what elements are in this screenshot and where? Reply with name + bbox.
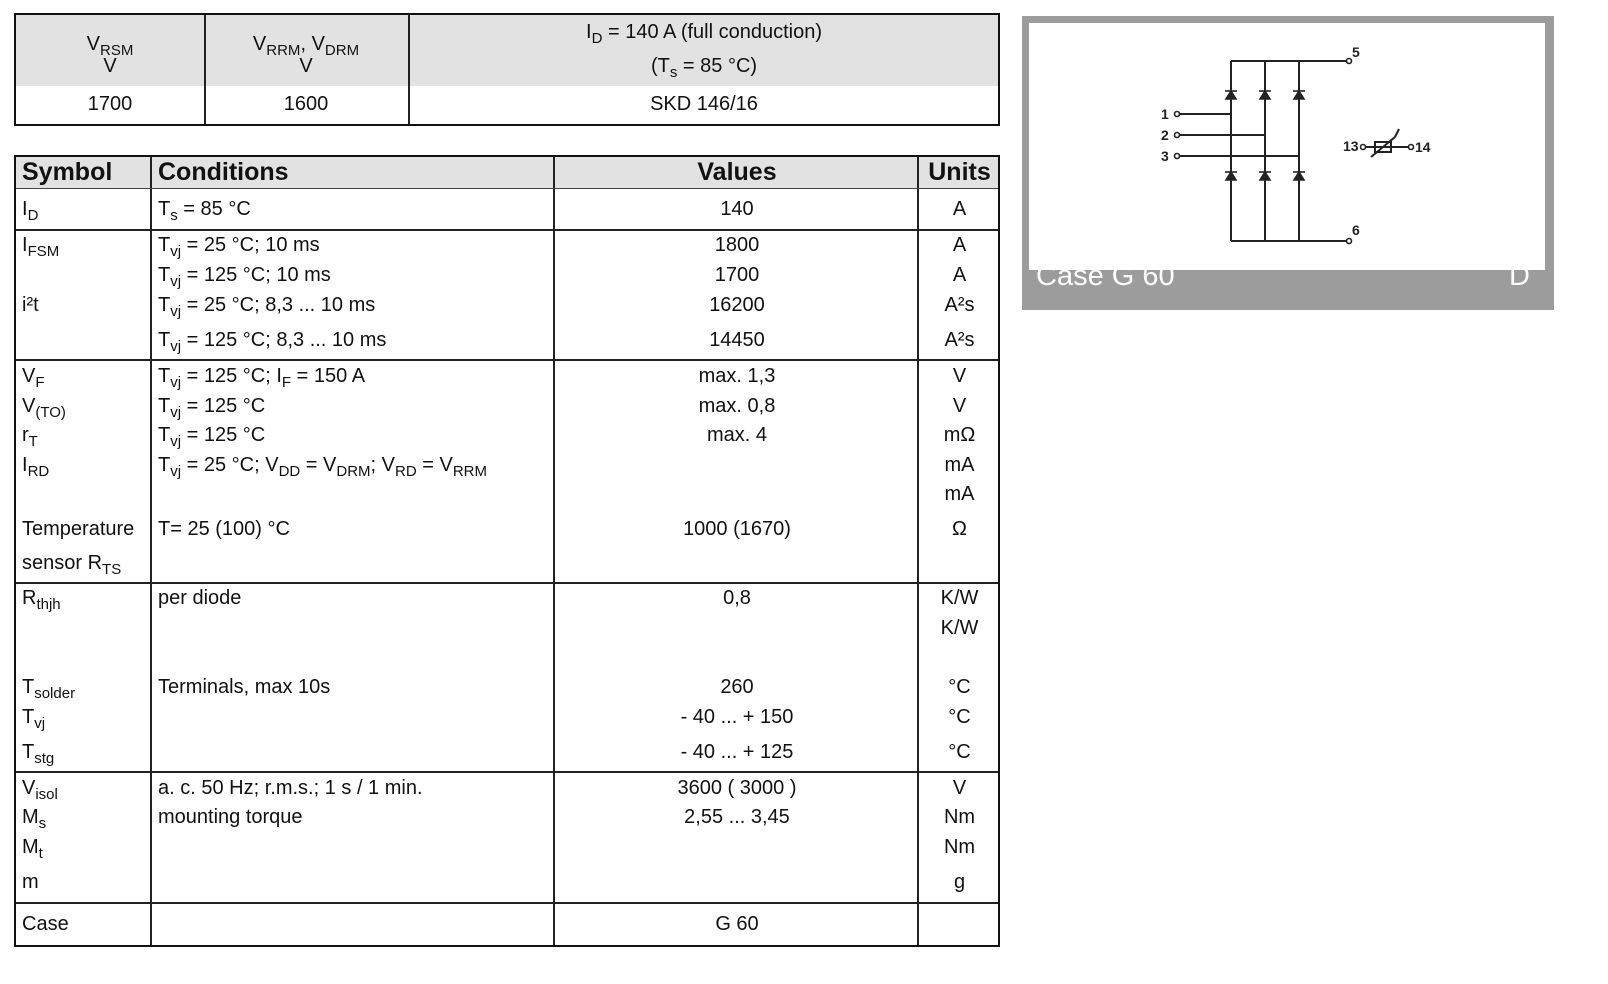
value-ifsm-25: 1800 <box>714 234 760 256</box>
pin-label-5: 5 <box>1352 44 1360 60</box>
condition-ird: $T_{vj} = 25$ °C; $V_{DD} = V_{DRM}$; $V_{RD} = V_{RRM}$ <box>158 454 487 480</box>
value-part-number: SKD 146/16 <box>650 93 758 115</box>
case-schematic-panel <box>1022 16 1554 310</box>
unit-rthjh-2: K/W <box>940 617 979 639</box>
symbol-m: m <box>22 871 39 893</box>
value-i2t-25: 16200 <box>709 294 765 316</box>
unit-tstg: °C <box>948 741 971 763</box>
value-vrrm: 1600 <box>283 93 329 115</box>
circuit-diagram <box>1029 23 1545 270</box>
unit-id: A <box>952 198 967 220</box>
header-vrsm-unit: V <box>103 55 117 77</box>
header-vrsm: $V_{RSM}$ <box>86 33 134 59</box>
pin-label-14: 14 <box>1415 139 1431 155</box>
symbol-ms: $M_s$ <box>22 806 47 832</box>
symbol-rthjh: $R_{thjh}$ <box>22 587 61 613</box>
condition-tsolder: Terminals, max 10s <box>158 676 331 698</box>
unit-ms: Nm <box>943 806 976 828</box>
value-temperature-sensor: 1000 (1670) <box>683 518 791 540</box>
symbol-id: $I_D$ <box>22 198 39 224</box>
value-rthjh: 0,8 <box>723 587 751 609</box>
column-divider <box>553 157 555 945</box>
symbol-vf: $V_F$ <box>22 365 45 391</box>
value-tstg: - 40 ... + 125 <box>680 741 794 763</box>
column-divider <box>150 157 152 945</box>
unit-tvj: °C <box>948 706 971 728</box>
condition-visol: a. c. 50 Hz; r.m.s.; 1 s / 1 min. <box>158 777 423 799</box>
unit-ifsm-125: A <box>952 264 967 286</box>
condition-i2t-25: $T_{vj} = 25$ °C; 8,3 ... 10 ms <box>158 294 376 320</box>
value-case: G 60 <box>715 913 759 935</box>
value-ms: 2,55 ... 3,45 <box>684 806 790 828</box>
pin-label-6: 6 <box>1352 222 1360 238</box>
condition-id: $T_s = 85$ °C <box>158 198 251 224</box>
condition-ifsm-25: $T_{vj} = 25$ °C; 10 ms <box>158 234 320 260</box>
voltage-rating-table <box>14 13 1000 126</box>
symbol-visol: $V_{isol}$ <box>22 777 58 803</box>
pin-label-3: 3 <box>1161 148 1169 164</box>
value-vf: max. 1,3 <box>698 365 776 387</box>
condition-rthjh: per diode <box>158 587 242 609</box>
value-tvj: - 40 ... + 150 <box>680 706 794 728</box>
header-conditions: Conditions <box>158 158 289 186</box>
condition-ifsm-125: $T_{vj} = 125$ °C; 10 ms <box>158 264 331 290</box>
value-ifsm-125: 1700 <box>714 264 760 286</box>
unit-visol: V <box>952 777 967 799</box>
unit-rt: mΩ <box>943 424 976 446</box>
unit-ird: mA <box>944 454 975 476</box>
condition-vto: $T_{vj} = 125$ °C <box>158 395 266 421</box>
symbol-vto: $V_{(TO)}$ <box>22 395 66 421</box>
header-vrrm-vdrm: $V_{RRM}$, $V_{DRM}$ <box>252 33 360 59</box>
condition-rt: $T_{vj} = 125$ °C <box>158 424 266 450</box>
unit-ird-2: mA <box>944 483 975 505</box>
symbol-ird: $I_{RD}$ <box>22 454 50 480</box>
value-vto: max. 0,8 <box>698 395 776 417</box>
case-letter: D <box>1509 260 1530 292</box>
row-divider <box>16 582 998 584</box>
unit-i2t-25: A²s <box>944 294 975 316</box>
header-values: Values <box>697 158 777 186</box>
symbol-rt: $r_T$ <box>22 424 38 450</box>
unit-mt: Nm <box>943 836 976 858</box>
value-tsolder: 260 <box>720 676 754 698</box>
unit-tsolder: °C <box>948 676 971 698</box>
row-divider <box>16 359 998 361</box>
condition-ms: mounting torque <box>158 806 303 828</box>
header-id: $I_D = 140$ A (full conduction) <box>586 21 822 47</box>
symbol-tvj: $T_{vj}$ <box>22 706 46 732</box>
symbol-case: Case <box>22 913 69 935</box>
symbol-i2t: i²t <box>22 294 39 316</box>
pin-label-13: 13 <box>1343 138 1359 154</box>
value-visol: 3600 ( 3000 ) <box>677 777 797 799</box>
case-label: Case G 60 <box>1036 260 1175 292</box>
header-vrrm-unit: V <box>299 55 313 77</box>
parameter-table <box>14 155 1000 947</box>
value-rt: max. 4 <box>706 424 768 446</box>
unit-vf: V <box>952 365 967 387</box>
unit-i2t-125: A²s <box>944 329 975 351</box>
symbol-mt: $M_t$ <box>22 836 43 862</box>
header-symbol: Symbol <box>22 158 113 186</box>
unit-vto: V <box>952 395 967 417</box>
value-vrsm: 1700 <box>87 93 133 115</box>
header-id-condition: ($T_s = 85$ °C) <box>650 55 758 81</box>
value-i2t-125: 14450 <box>709 329 765 351</box>
symbol-tstg: $T_{stg}$ <box>22 741 55 767</box>
row-divider <box>16 188 998 189</box>
unit-rthjh: K/W <box>940 587 979 609</box>
unit-ifsm-25: A <box>952 234 967 256</box>
condition-temperature-sensor: T= 25 (100) °C <box>158 518 290 540</box>
row-divider <box>16 902 998 904</box>
row-divider <box>16 229 998 231</box>
symbol-ifsm: $I_{FSM}$ <box>22 234 60 260</box>
symbol-tsolder: $T_{solder}$ <box>22 676 76 702</box>
condition-vf: $T_{vj} = 125$ °C; $I_F = 150$ A <box>158 365 366 391</box>
unit-m: g <box>953 871 966 893</box>
row-divider <box>16 771 998 773</box>
condition-i2t-125: $T_{vj} = 125$ °C; 8,3 ... 10 ms <box>158 329 387 355</box>
bridge-rectifier-diagram <box>1029 23 1545 270</box>
value-id: 140 <box>720 198 754 220</box>
header-units: Units <box>928 158 991 186</box>
symbol-temperature-sensor-rts: sensor $R_{TS}$ <box>22 552 122 578</box>
symbol-temperature-sensor: Temperature <box>22 518 135 540</box>
pin-label-2: 2 <box>1161 127 1169 143</box>
unit-temperature-sensor: Ω <box>952 518 967 540</box>
pin-label-1: 1 <box>1161 106 1169 122</box>
